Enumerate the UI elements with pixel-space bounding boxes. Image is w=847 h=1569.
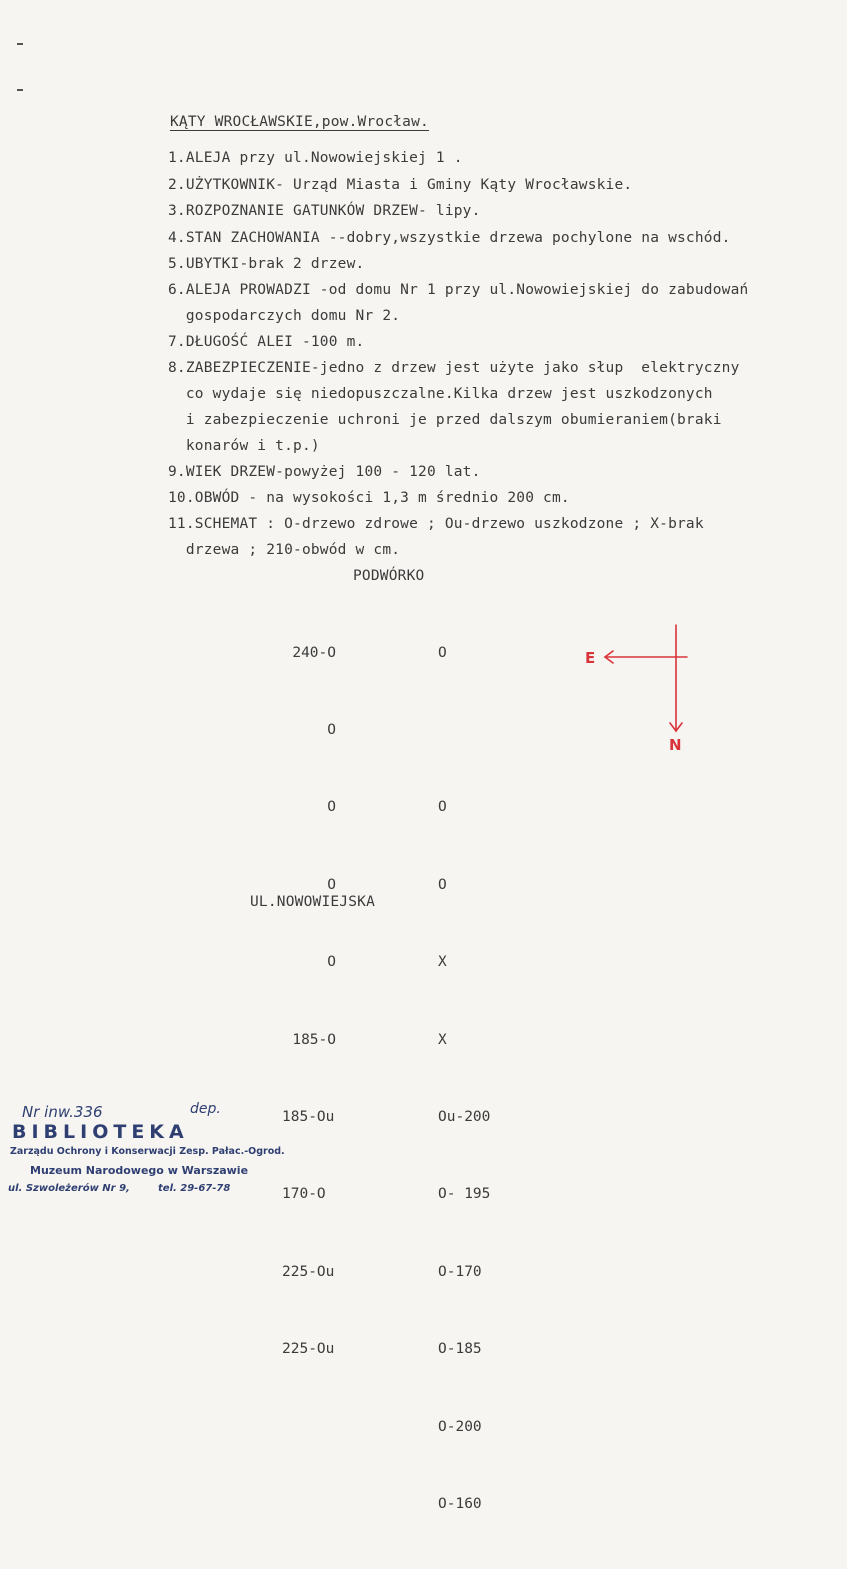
document-heading: KĄTY WROCŁAWSKIE,pow.Wrocław. (170, 114, 429, 130)
stamp-address: ul. Szwoleżerów Nr 9, (8, 1183, 130, 1194)
list-item: 2.UŻYTKOWNIK- Urząd Miasta i Gminy Kąty Wrocławskie. (168, 177, 633, 193)
stamp-line: Muzeum Narodowego w Warszawie (30, 1164, 249, 1177)
binding-mark (17, 89, 23, 91)
schema-cell: 225-Ou (282, 1263, 335, 1280)
schema-cell: 225-Ou (282, 1341, 335, 1358)
stamp-title: BIBLIOTEKA (12, 1121, 189, 1143)
schema-cell: O (438, 644, 447, 661)
list-item: i zabezpieczenie uchroni je przed dalszym obumieraniem(braki (168, 412, 722, 428)
binding-mark (17, 43, 23, 45)
compass-east-label: E (585, 649, 596, 667)
schema-cell: O-170 (438, 1263, 482, 1280)
list-item: 1.ALEJA przy ul.Nowowiejskiej 1 . (168, 150, 463, 166)
schema-right-column (438, 589, 490, 1569)
schema-cell: 185-Ou (282, 1108, 335, 1125)
schema-cell: O (327, 721, 336, 738)
stamp-line: Zarządu Ochrony i Konserwacji Zesp. Pałac.-Ogrod. (10, 1146, 285, 1157)
list-item: 11.SCHEMAT : O-drzewo zdrowe ; Ou-drzewo uszkodzone ; X-brak (168, 516, 704, 532)
schema-left-column (282, 589, 352, 1415)
schema-cell: 185-O (292, 1031, 336, 1048)
schema-cell: O- 195 (438, 1186, 491, 1203)
schema-cell (438, 718, 490, 744)
compass-north-label: N (669, 736, 682, 754)
list-item: konarów i t.p.) (168, 438, 320, 454)
list-item: 6.ALEJA PROWADZI -od domu Nr 1 przy ul.Nowowiejskiej do zabudowań (168, 282, 749, 298)
schema-cell: X (438, 954, 447, 971)
schema-cell: O-185 (438, 1341, 482, 1358)
schema-cell: O-200 (438, 1418, 482, 1435)
stamp-note: dep. (190, 1101, 221, 1117)
list-item: 5.UBYTKI-brak 2 drzew. (168, 256, 365, 272)
schema-cell: O (327, 799, 336, 816)
stamp-phone: tel. 29-67-78 (158, 1183, 231, 1194)
schema-cell: Ou-200 (438, 1108, 491, 1125)
inventory-number: Nr inw.336 (22, 1103, 103, 1121)
list-item: drzewa ; 210-obwód w cm. (168, 542, 401, 558)
list-item: 9.WIEK DRZEW-powyżej 100 - 120 lat. (168, 464, 481, 480)
list-item: gospodarczych domu Nr 2. (168, 308, 401, 324)
schema-cell: O (438, 799, 447, 816)
schema-bottom-label: UL.NOWOWIEJSKA (250, 894, 376, 910)
schema-cell: 170-O (282, 1186, 326, 1203)
schema-cell: O-160 (438, 1495, 482, 1512)
schema-cell: O (327, 876, 336, 893)
list-item: 4.STAN ZACHOWANIA --dobry,wszystkie drzewa pochylone na wschód. (168, 230, 731, 246)
list-item: 7.DŁUGOŚĆ ALEI -100 m. (168, 334, 365, 350)
compass-icon (575, 620, 705, 760)
list-item: 8.ZABEZPIECZENIE-jedno z drzew jest użyte jako słup elektryczny (168, 360, 740, 376)
schema-cell: O (327, 954, 336, 971)
list-item: 10.OBWÓD - na wysokości 1,3 m średnio 200 cm. (168, 490, 570, 506)
list-item: co wydaje się niedopuszczalne.Kilka drzew jest uszkodzonych (168, 386, 713, 402)
list-item: 3.ROZPOZNANIE GATUNKÓW DRZEW- lipy. (168, 203, 481, 219)
schema-cell: X (438, 1031, 447, 1048)
schema-cell: 240-O (292, 644, 336, 661)
schema-cell: O (438, 876, 447, 893)
schema-top-label: PODWÓRKO (353, 568, 425, 584)
